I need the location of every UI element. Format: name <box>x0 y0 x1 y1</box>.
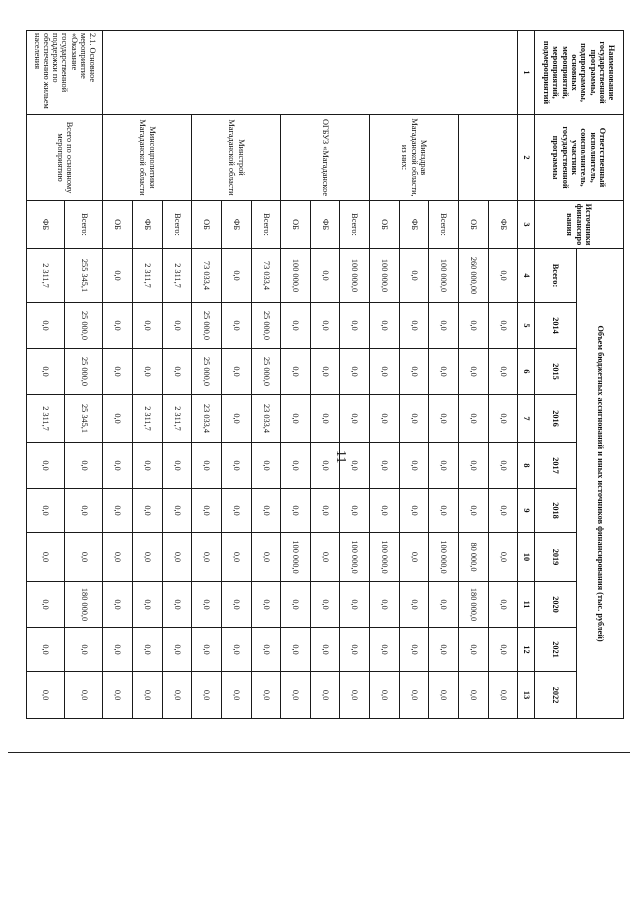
executor-cell: ОГБУЗ «Магаданское <box>281 115 370 201</box>
amount-cell: 0,0 <box>281 349 311 395</box>
funding-source-cell: Всего: <box>65 201 103 249</box>
amount-cell: 0,0 <box>221 249 251 303</box>
amount-cell: 0,0 <box>340 303 370 349</box>
amount-cell: 0,0 <box>133 533 163 582</box>
col-number: 9 <box>518 489 535 533</box>
amount-cell: 100 000,0 <box>281 249 311 303</box>
header-year: 2015 <box>535 349 577 395</box>
header-year: 2016 <box>535 395 577 443</box>
header-name: Наименование государственной программы, подпрограммы, основных мероприятий, мероприятий, подмероприятий <box>535 31 624 115</box>
amount-cell: 0,0 <box>251 582 281 628</box>
funding-source-cell: Всего: <box>340 201 370 249</box>
amount-cell: 0,0 <box>488 249 518 303</box>
amount-cell: 0,0 <box>310 303 340 349</box>
amount-cell: 100 000,0 <box>281 533 311 582</box>
amount-cell: 23 033,4 <box>192 395 222 443</box>
amount-cell: 260 000,00 <box>458 249 488 303</box>
amount-cell: 0,0 <box>399 582 429 628</box>
amount-cell: 0,0 <box>192 672 222 719</box>
amount-cell: 0,0 <box>281 672 311 719</box>
amount-cell: 0,0 <box>458 303 488 349</box>
header-source: Источники финансирования <box>535 201 624 249</box>
footer-divider <box>8 752 630 753</box>
funding-source-cell: Всего: <box>429 201 459 249</box>
amount-cell: 0,0 <box>103 303 133 349</box>
amount-cell: 0,0 <box>399 672 429 719</box>
program-name-cell <box>103 31 518 115</box>
amount-cell: 0,0 <box>133 628 163 672</box>
amount-cell: 25 000,0 <box>65 303 103 349</box>
funding-source-cell: Всего: <box>162 201 192 249</box>
amount-cell: 0,0 <box>65 628 103 672</box>
amount-cell: 73 033,4 <box>192 249 222 303</box>
col-number: 13 <box>518 672 535 719</box>
amount-cell: 0,0 <box>370 628 400 672</box>
amount-cell: 0,0 <box>310 672 340 719</box>
table-row <box>251 31 281 719</box>
amount-cell: 23 033,4 <box>251 395 281 443</box>
amount-cell: 0,0 <box>429 582 459 628</box>
amount-cell: 25 000,0 <box>192 303 222 349</box>
amount-cell: 0,0 <box>340 672 370 719</box>
amount-cell: 0,0 <box>370 349 400 395</box>
amount-cell: 0,0 <box>65 672 103 719</box>
amount-cell: 0,0 <box>162 533 192 582</box>
amount-cell: 0,0 <box>429 349 459 395</box>
col-number: 1 <box>518 31 535 115</box>
table-header-row <box>577 31 624 719</box>
amount-cell: 25 345,1 <box>65 395 103 443</box>
col-number: 4 <box>518 249 535 303</box>
measure-executor-cell: Всего по основному мероприятию <box>27 115 103 201</box>
amount-cell: 0,0 <box>370 582 400 628</box>
amount-cell: 0,0 <box>103 395 133 443</box>
table-row <box>488 31 518 719</box>
amount-cell: 0,0 <box>281 489 311 533</box>
funding-source-cell: ФБ <box>27 201 65 249</box>
amount-cell: 0,0 <box>370 303 400 349</box>
amount-cell: 0,0 <box>281 443 311 489</box>
amount-cell: 0,0 <box>251 672 281 719</box>
amount-cell: 0,0 <box>399 443 429 489</box>
amount-cell: 25 000,0 <box>251 303 281 349</box>
amount-cell: 0,0 <box>133 349 163 395</box>
amount-cell: 0,0 <box>399 533 429 582</box>
amount-cell: 0,0 <box>281 395 311 443</box>
col-number: 2 <box>518 115 535 201</box>
col-number: 7 <box>518 395 535 443</box>
amount-cell: 100 000,0 <box>340 533 370 582</box>
amount-cell: 0,0 <box>429 443 459 489</box>
amount-cell: 0,0 <box>27 443 65 489</box>
amount-cell: 0,0 <box>103 628 133 672</box>
col-number: 8 <box>518 443 535 489</box>
amount-cell: 0,0 <box>429 628 459 672</box>
amount-cell: 100 000,0 <box>340 249 370 303</box>
amount-cell: 25 000,0 <box>192 349 222 395</box>
amount-cell: 0,0 <box>221 489 251 533</box>
amount-cell: 2 311,7 <box>162 249 192 303</box>
amount-cell: 0,0 <box>133 672 163 719</box>
amount-cell: 0,0 <box>65 443 103 489</box>
amount-cell: 0,0 <box>103 349 133 395</box>
amount-cell: 0,0 <box>192 489 222 533</box>
amount-cell: 0,0 <box>429 672 459 719</box>
amount-cell: 0,0 <box>399 489 429 533</box>
amount-cell: 0,0 <box>370 395 400 443</box>
amount-cell: 0,0 <box>162 303 192 349</box>
amount-cell: 100 000,0 <box>370 533 400 582</box>
amount-cell: 2 311,7 <box>162 395 192 443</box>
amount-cell: 0,0 <box>27 349 65 395</box>
amount-cell: 0,0 <box>133 443 163 489</box>
amount-cell: 0,0 <box>221 672 251 719</box>
funding-source-cell: ОБ <box>370 201 400 249</box>
amount-cell: 0,0 <box>340 443 370 489</box>
amount-cell: 0,0 <box>458 395 488 443</box>
amount-cell: 0,0 <box>221 349 251 395</box>
amount-cell: 0,0 <box>488 582 518 628</box>
amount-cell: 0,0 <box>103 533 133 582</box>
table-row <box>429 31 459 719</box>
header-executor: Ответственный исполнитель, соисполнитель, участник государственной программы <box>535 115 624 201</box>
amount-cell: 0,0 <box>458 628 488 672</box>
amount-cell: 0,0 <box>221 628 251 672</box>
amount-cell: 0,0 <box>429 303 459 349</box>
amount-cell: 0,0 <box>65 533 103 582</box>
header-year: 2020 <box>535 582 577 628</box>
col-number: 3 <box>518 201 535 249</box>
amount-cell: 0,0 <box>370 672 400 719</box>
amount-cell: 0,0 <box>458 489 488 533</box>
col-number: 5 <box>518 303 535 349</box>
amount-cell: 0,0 <box>162 628 192 672</box>
amount-cell: 0,0 <box>488 349 518 395</box>
amount-cell: 0,0 <box>221 582 251 628</box>
amount-cell: 0,0 <box>192 443 222 489</box>
funding-table <box>26 30 624 719</box>
amount-cell: 0,0 <box>340 628 370 672</box>
measure-name-cell: 2.1. Основное мероприятие «Оказание государственной поддержки по обеспечению жильем населения <box>27 31 103 115</box>
amount-cell: 0,0 <box>251 628 281 672</box>
amount-cell: 0,0 <box>27 303 65 349</box>
amount-cell: 0,0 <box>103 582 133 628</box>
amount-cell: 73 033,4 <box>251 249 281 303</box>
header-year: 2018 <box>535 489 577 533</box>
amount-cell: 0,0 <box>162 489 192 533</box>
amount-cell: 25 000,0 <box>65 349 103 395</box>
amount-cell: 2 311,7 <box>27 395 65 443</box>
amount-cell: 0,0 <box>162 349 192 395</box>
amount-cell: 0,0 <box>251 489 281 533</box>
amount-cell: 0,0 <box>370 489 400 533</box>
amount-cell: 0,0 <box>133 303 163 349</box>
amount-cell: 2 311,7 <box>27 249 65 303</box>
amount-cell: 0,0 <box>221 533 251 582</box>
funding-source-cell: ФБ <box>133 201 163 249</box>
amount-cell: 0,0 <box>458 349 488 395</box>
amount-cell: 2 311,7 <box>133 395 163 443</box>
amount-cell: 0,0 <box>221 395 251 443</box>
funding-source-cell: ФБ <box>488 201 518 249</box>
amount-cell: 0,0 <box>192 582 222 628</box>
amount-cell: 0,0 <box>27 628 65 672</box>
amount-cell: 0,0 <box>103 489 133 533</box>
amount-cell: 0,0 <box>458 672 488 719</box>
amount-cell: 0,0 <box>310 533 340 582</box>
amount-cell: 0,0 <box>340 395 370 443</box>
header-year: 2014 <box>535 303 577 349</box>
amount-cell: 100 000,0 <box>429 533 459 582</box>
amount-cell: 2 311,7 <box>133 249 163 303</box>
amount-cell: 0,0 <box>488 395 518 443</box>
amount-cell: 0,0 <box>27 672 65 719</box>
amount-cell: 100 000,0 <box>429 249 459 303</box>
amount-cell: 0,0 <box>27 533 65 582</box>
col-number: 11 <box>518 582 535 628</box>
executor-cell: Минстрой Магаданской области <box>192 115 281 201</box>
amount-cell: 0,0 <box>488 443 518 489</box>
amount-cell: 0,0 <box>399 249 429 303</box>
amount-cell: 180 000,0 <box>65 582 103 628</box>
amount-cell: 0,0 <box>399 395 429 443</box>
table-row <box>162 31 192 719</box>
amount-cell: 0,0 <box>429 395 459 443</box>
amount-cell: 0,0 <box>399 303 429 349</box>
column-number-row <box>518 31 535 719</box>
amount-cell: 0,0 <box>458 443 488 489</box>
header-year: 2019 <box>535 533 577 582</box>
amount-cell: 0,0 <box>192 628 222 672</box>
amount-cell: 25 000,0 <box>251 349 281 395</box>
amount-cell: 0,0 <box>281 582 311 628</box>
amount-cell: 80 000,0 <box>458 533 488 582</box>
amount-cell: 0,0 <box>340 349 370 395</box>
amount-cell: 0,0 <box>488 628 518 672</box>
amount-cell: 0,0 <box>221 303 251 349</box>
table-row <box>340 31 370 719</box>
amount-cell: 0,0 <box>310 249 340 303</box>
funding-source-cell: ФБ <box>221 201 251 249</box>
amount-cell: 180 000,0 <box>458 582 488 628</box>
amount-cell: 0,0 <box>103 443 133 489</box>
amount-cell: 0,0 <box>162 672 192 719</box>
amount-cell: 0,0 <box>221 443 251 489</box>
amount-cell: 0,0 <box>310 628 340 672</box>
amount-cell: 0,0 <box>251 443 281 489</box>
executor-cell <box>458 115 517 201</box>
funding-source-cell: ОБ <box>192 201 222 249</box>
amount-cell: 0,0 <box>310 582 340 628</box>
col-number: 6 <box>518 349 535 395</box>
amount-cell: 0,0 <box>310 349 340 395</box>
amount-cell: 0,0 <box>340 582 370 628</box>
amount-cell: 0,0 <box>103 249 133 303</box>
funding-source-cell: Всего: <box>251 201 281 249</box>
funding-source-cell: ФБ <box>310 201 340 249</box>
amount-cell: 0,0 <box>162 582 192 628</box>
funding-source-cell: ОБ <box>458 201 488 249</box>
executor-cell: Минздрав Магаданской области, из них: <box>370 115 459 201</box>
header-year: 2022 <box>535 672 577 719</box>
header-total: Всего: <box>535 249 577 303</box>
amount-cell: 0,0 <box>103 672 133 719</box>
amount-cell: 0,0 <box>281 628 311 672</box>
amount-cell: 0,0 <box>281 303 311 349</box>
amount-cell: 0,0 <box>27 582 65 628</box>
amount-cell: 0,0 <box>310 443 340 489</box>
header-year: 2017 <box>535 443 577 489</box>
amount-cell: 0,0 <box>488 303 518 349</box>
header-year: 2021 <box>535 628 577 672</box>
amount-cell: 0,0 <box>65 489 103 533</box>
amount-cell: 0,0 <box>27 489 65 533</box>
amount-cell: 0,0 <box>488 489 518 533</box>
rotated-table-container <box>26 30 624 718</box>
page-number: 11 <box>333 450 348 464</box>
amount-cell: 0,0 <box>340 489 370 533</box>
col-number: 12 <box>518 628 535 672</box>
amount-cell: 0,0 <box>310 489 340 533</box>
funding-source-cell: ФБ <box>399 201 429 249</box>
table-row <box>65 31 103 719</box>
amount-cell: 0,0 <box>251 533 281 582</box>
amount-cell: 0,0 <box>133 489 163 533</box>
amount-cell: 0,0 <box>133 582 163 628</box>
executor-cell: Минсоцполитики Магаданской области <box>103 115 192 201</box>
amount-cell: 0,0 <box>310 395 340 443</box>
amount-cell: 0,0 <box>399 349 429 395</box>
amount-cell: 0,0 <box>192 533 222 582</box>
amount-cell: 0,0 <box>488 672 518 719</box>
header-funding: Объем бюджетных ассигнований и иных источников финансирования (тыс. рублей) <box>577 249 624 719</box>
amount-cell: 0,0 <box>370 443 400 489</box>
amount-cell: 0,0 <box>399 628 429 672</box>
col-number: 10 <box>518 533 535 582</box>
funding-source-cell: ОБ <box>103 201 133 249</box>
amount-cell: 0,0 <box>162 443 192 489</box>
funding-source-cell: ОБ <box>281 201 311 249</box>
amount-cell: 100 000,0 <box>370 249 400 303</box>
amount-cell: 0,0 <box>488 533 518 582</box>
amount-cell: 0,0 <box>429 489 459 533</box>
amount-cell: 255 345,1 <box>65 249 103 303</box>
